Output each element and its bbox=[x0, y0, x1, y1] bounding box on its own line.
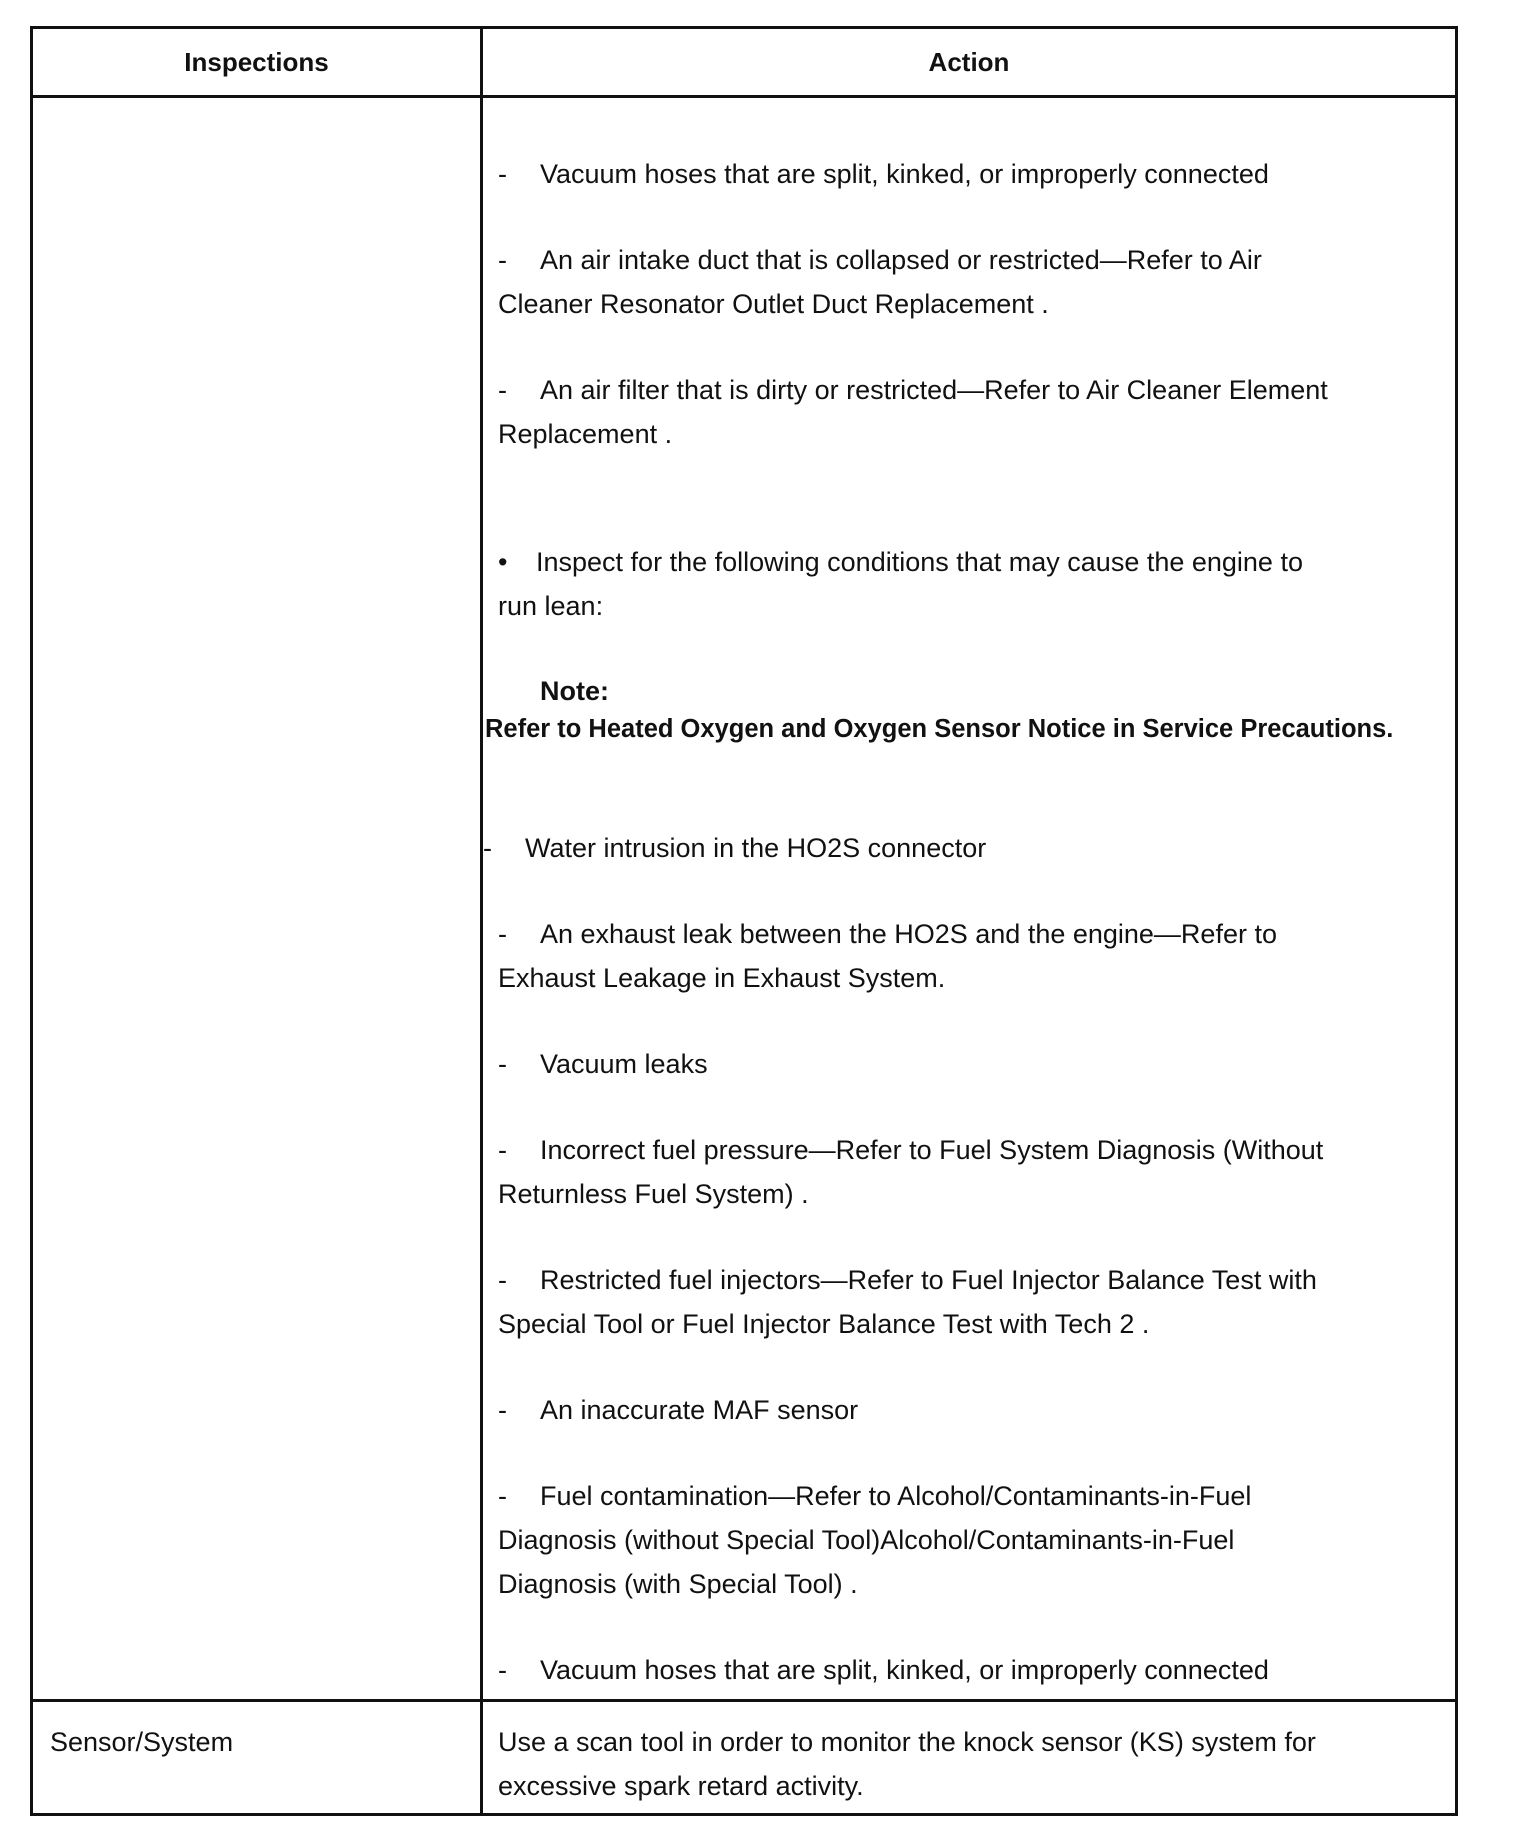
action-item: - Fuel contamination—Refer to Alcohol/Contaminants-in-Fuel bbox=[498, 1481, 1252, 1511]
header-divider bbox=[30, 95, 1458, 98]
action-item: - Vacuum hoses that are split, kinked, or improperly connected bbox=[498, 159, 1269, 189]
action-item: - An exhaust leak between the HO2S and the engine—Refer to bbox=[498, 919, 1277, 949]
header-action: Action bbox=[928, 46, 1010, 77]
note-text: Refer to Heated Oxygen and Oxygen Sensor Notice in Service Precautions. bbox=[485, 715, 1394, 743]
action-item: - An air intake duct that is collapsed or restricted—Refer to Air bbox=[498, 245, 1262, 275]
action-item-continuation: Cleaner Resonator Outlet Duct Replacement . bbox=[498, 289, 1049, 319]
bullet-item-continuation: run lean: bbox=[498, 591, 604, 621]
action-item: - Water intrusion in the HO2S connector bbox=[483, 833, 987, 863]
action-item-continuation: Replacement . bbox=[498, 419, 673, 449]
bullet-item: • Inspect for the following conditions that may cause the engine to bbox=[498, 547, 1303, 577]
header-inspections: Inspections bbox=[184, 46, 329, 77]
row-divider bbox=[30, 1699, 1458, 1702]
action-item: - Vacuum hoses that are split, kinked, or improperly connected bbox=[498, 1655, 1269, 1685]
action-item: - Incorrect fuel pressure—Refer to Fuel System Diagnosis (Without bbox=[498, 1135, 1324, 1165]
action-item-continuation: Diagnosis (with Special Tool) . bbox=[498, 1569, 858, 1599]
action-item-continuation: Returnless Fuel System) . bbox=[498, 1179, 809, 1209]
column-divider bbox=[480, 29, 483, 1813]
inspection-cell: Sensor/System bbox=[50, 1727, 234, 1757]
action-cell-line: excessive spark retard activity. bbox=[498, 1771, 864, 1801]
action-item: - Vacuum leaks bbox=[498, 1049, 708, 1079]
action-item-continuation: Exhaust Leakage in Exhaust System. bbox=[498, 963, 946, 993]
action-item: - Restricted fuel injectors—Refer to Fuel Injector Balance Test with bbox=[498, 1265, 1317, 1295]
action-item: - An air filter that is dirty or restricted—Refer to Air Cleaner Element bbox=[498, 375, 1328, 405]
action-item-continuation: Diagnosis (without Special Tool)Alcohol/Contaminants-in-Fuel bbox=[498, 1525, 1235, 1555]
action-item: - An inaccurate MAF sensor bbox=[498, 1395, 859, 1425]
note-label: Note: bbox=[540, 676, 609, 706]
inspection-table bbox=[30, 26, 1458, 1816]
action-item-continuation: Special Tool or Fuel Injector Balance Test with Tech 2 . bbox=[498, 1309, 1150, 1339]
action-cell-line: Use a scan tool in order to monitor the knock sensor (KS) system for bbox=[498, 1727, 1316, 1757]
